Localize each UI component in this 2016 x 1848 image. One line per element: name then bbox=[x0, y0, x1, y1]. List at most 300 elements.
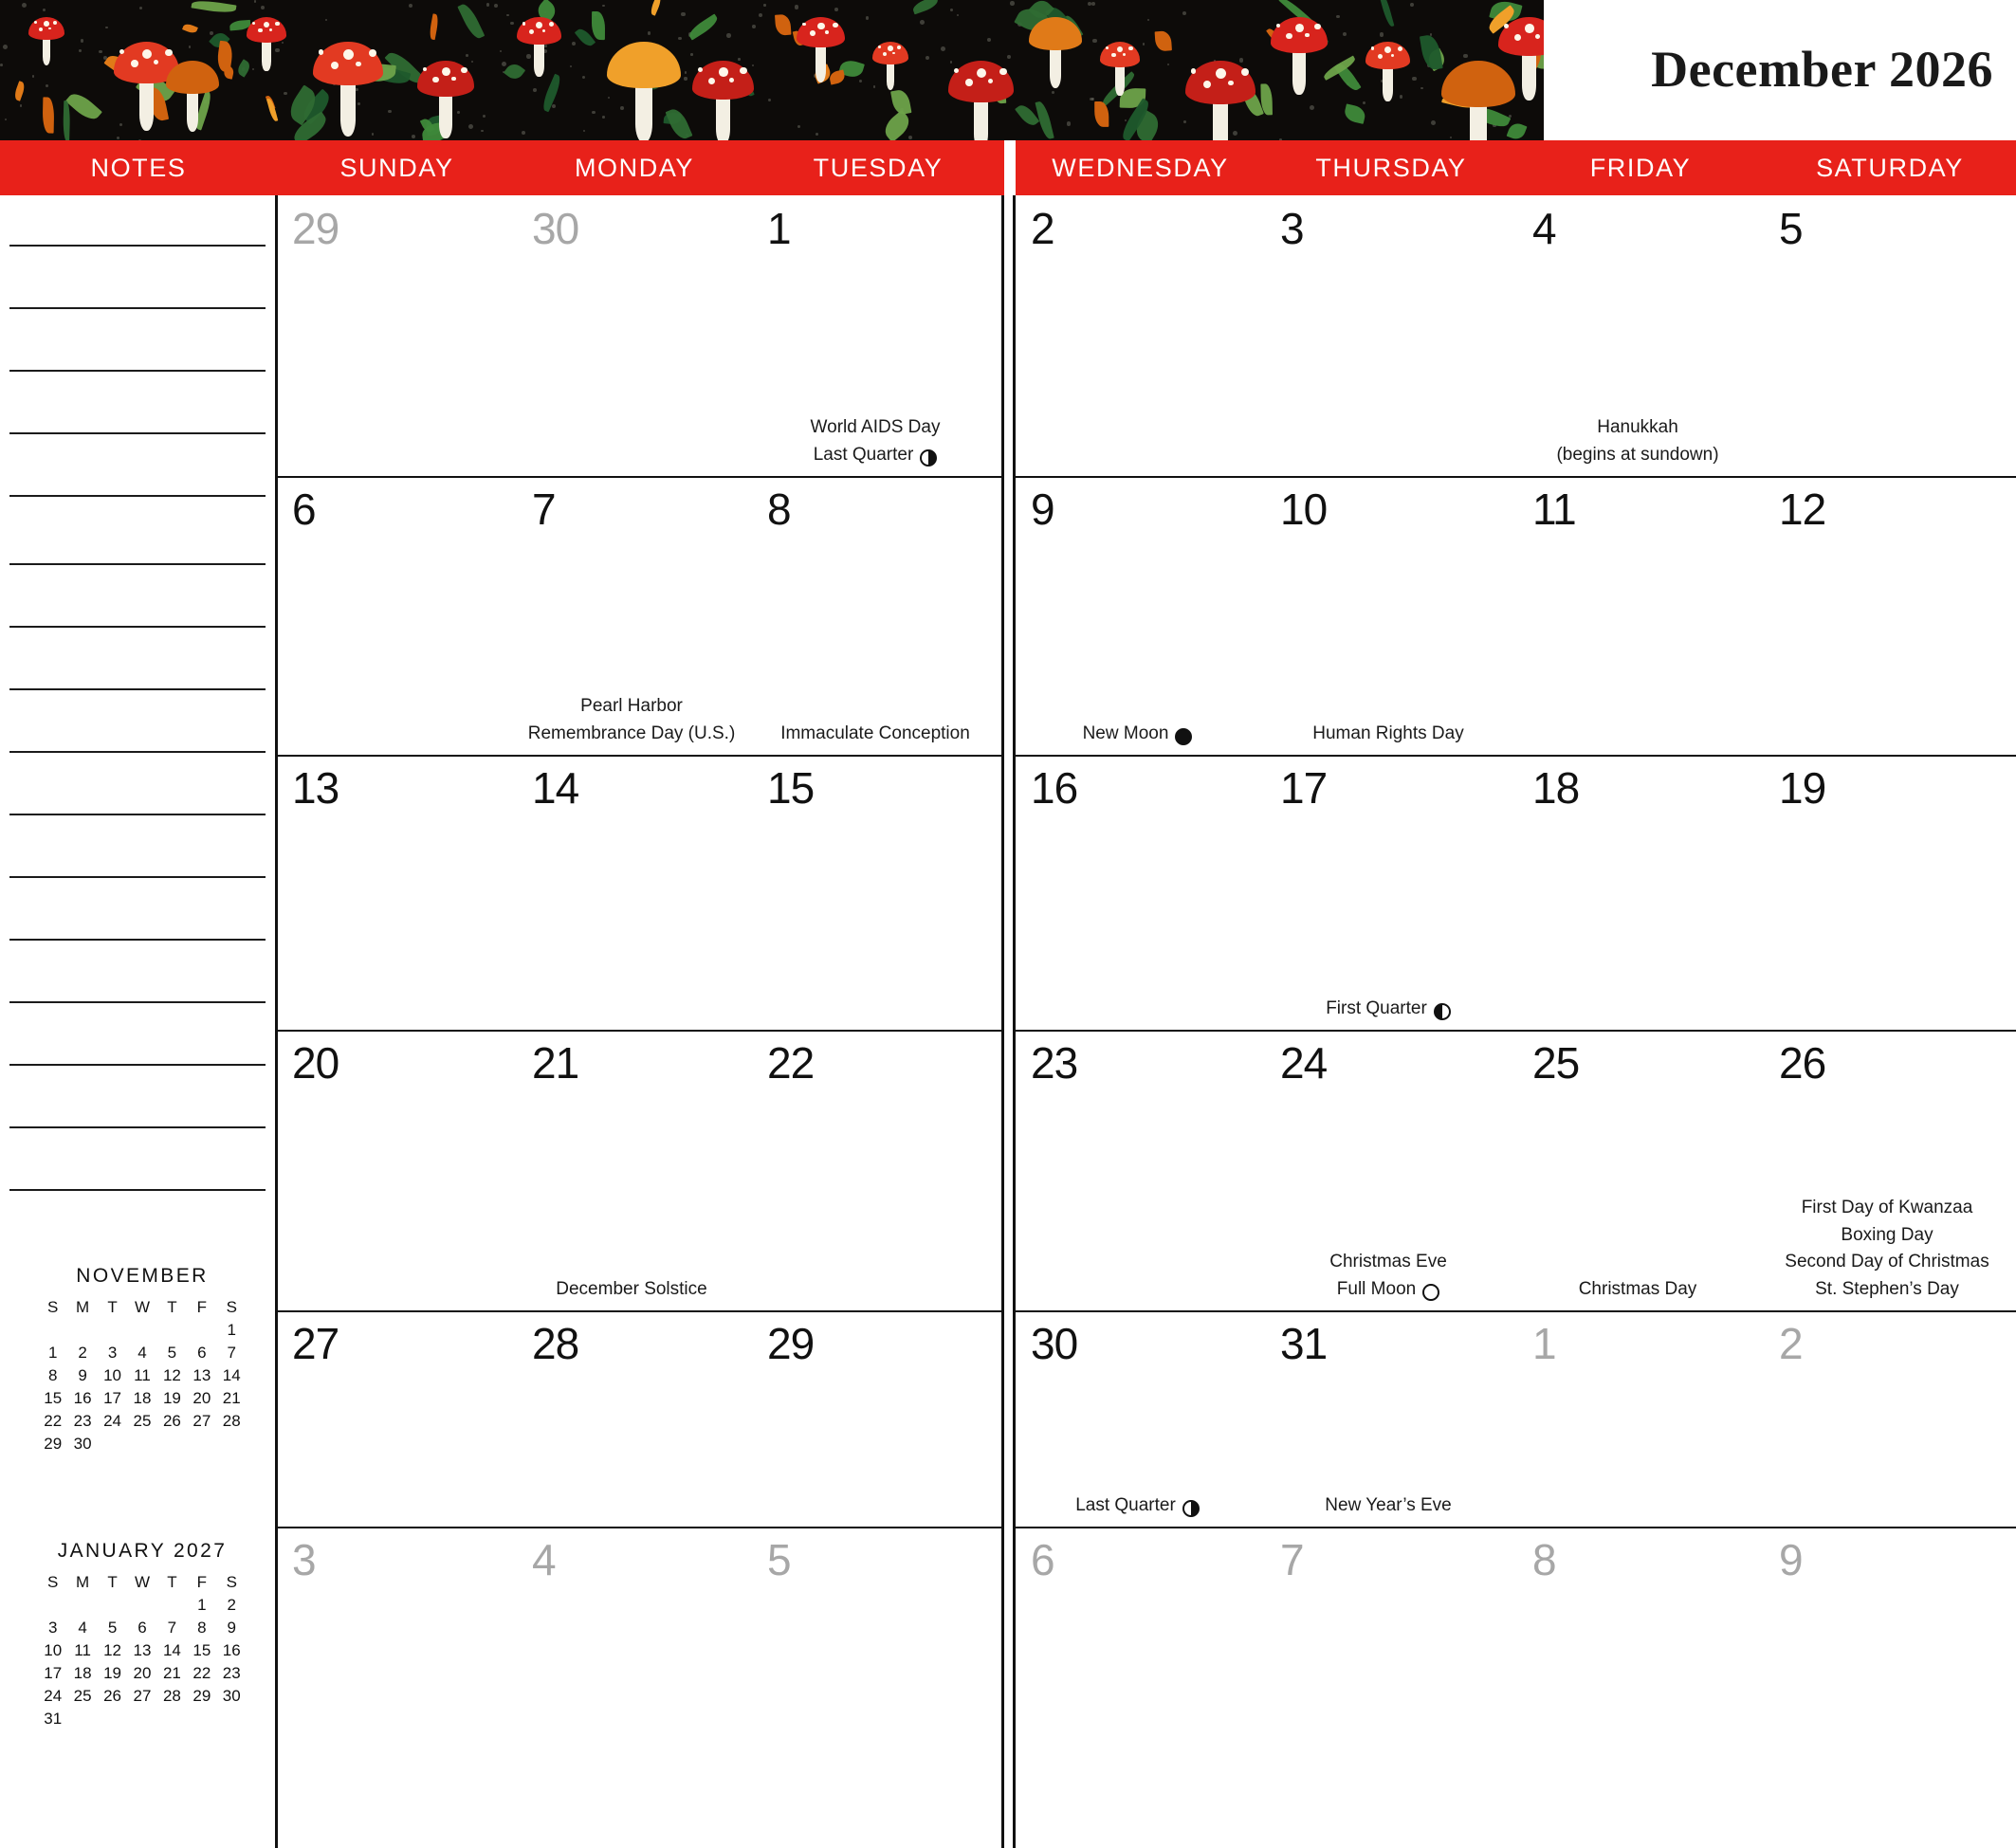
weekday-header-saturday: SATURDAY bbox=[1816, 154, 1964, 182]
mini-calendar-week bbox=[38, 1662, 247, 1685]
notes-line[interactable] bbox=[9, 876, 266, 878]
calendar-day-cell[interactable] bbox=[752, 476, 1004, 755]
day-number: 13 bbox=[292, 763, 339, 813]
mini-calendar-day: 23 bbox=[222, 1664, 241, 1682]
mini-calendar-day bbox=[187, 1319, 216, 1342]
day-events bbox=[1517, 1276, 1758, 1304]
mini-calendar-day: 26 bbox=[103, 1687, 122, 1705]
calendar-day-cell[interactable] bbox=[1016, 1030, 1265, 1310]
mini-calendar-day bbox=[98, 1433, 127, 1455]
banner-leaf bbox=[1343, 103, 1366, 124]
event-label: Full Moon bbox=[1336, 1278, 1417, 1299]
day-number: 6 bbox=[1031, 1535, 1054, 1584]
mini-calendar-day: 11 bbox=[74, 1641, 91, 1659]
day-events bbox=[1764, 1195, 2010, 1303]
day-number: 12 bbox=[1779, 485, 1826, 534]
banner-speck bbox=[1090, 98, 1093, 101]
calendar-day-cell[interactable] bbox=[1517, 755, 1764, 1030]
mini-calendar-day bbox=[127, 1433, 156, 1455]
mini-calendar-day: 8 bbox=[47, 1366, 58, 1384]
mini-calendar-day: 6 bbox=[137, 1619, 147, 1637]
day-number: 1 bbox=[1532, 1319, 1556, 1368]
moon-phase-event bbox=[1265, 1276, 1512, 1304]
holiday-event: Immaculate Conception bbox=[780, 723, 970, 743]
day-events bbox=[1265, 721, 1512, 748]
banner-speck bbox=[908, 136, 912, 139]
day-events bbox=[1016, 721, 1259, 748]
banner-speck bbox=[46, 84, 48, 87]
mini-calendar-week bbox=[38, 1364, 247, 1387]
calendar-day-cell[interactable] bbox=[1517, 1527, 1764, 1848]
day-number: 3 bbox=[1280, 204, 1304, 253]
calendar-day-cell[interactable] bbox=[517, 1030, 752, 1310]
mini-calendar-week bbox=[38, 1319, 247, 1342]
moon-last-icon bbox=[1182, 1500, 1200, 1517]
day-events bbox=[752, 721, 999, 748]
moon-phase-event bbox=[1265, 996, 1512, 1023]
calendar-day-cell[interactable] bbox=[1265, 195, 1517, 476]
banner-speck bbox=[3, 45, 8, 49]
banner-mushroom bbox=[948, 61, 1014, 140]
banner-leaf bbox=[43, 98, 54, 134]
banner-mushroom bbox=[607, 42, 681, 140]
notes-line[interactable] bbox=[9, 370, 266, 372]
moon-new-icon bbox=[1175, 728, 1192, 745]
banner-speck bbox=[926, 56, 930, 61]
mini-calendar-day: 28 bbox=[222, 1412, 241, 1430]
notes-line[interactable] bbox=[9, 751, 266, 753]
mini-calendar-day: 14 bbox=[162, 1641, 181, 1659]
calendar-day-cell[interactable] bbox=[517, 476, 752, 755]
mini-calendar-day: 22 bbox=[44, 1412, 63, 1430]
moon-phase-event bbox=[1016, 721, 1259, 748]
holiday-event: St. Stephen’s Day bbox=[1815, 1278, 1959, 1299]
mini-calendar-weekday: W bbox=[134, 1298, 150, 1316]
day-number: 7 bbox=[532, 485, 556, 534]
weekday-header-thursday: THURSDAY bbox=[1315, 154, 1467, 182]
banner-mushroom bbox=[872, 42, 908, 95]
mini-calendar-weekday: F bbox=[196, 1298, 208, 1316]
calendar-day-cell[interactable] bbox=[1764, 1310, 2016, 1527]
banner-speck bbox=[81, 39, 83, 42]
holiday-event: First Day of Kwanzaa bbox=[1801, 1198, 1973, 1217]
banner-speck bbox=[681, 12, 686, 17]
banner-speck bbox=[726, 33, 731, 38]
mini-calendar-day: 17 bbox=[103, 1389, 122, 1407]
day-number: 23 bbox=[1031, 1038, 1078, 1088]
mini-calendar-day bbox=[98, 1319, 127, 1342]
day-number: 16 bbox=[1031, 763, 1078, 813]
day-number: 28 bbox=[532, 1319, 579, 1368]
mini-calendar-day bbox=[67, 1319, 97, 1342]
notes-line[interactable] bbox=[9, 245, 266, 247]
calendar-day-cell[interactable] bbox=[517, 195, 752, 476]
calendar-day-cell[interactable] bbox=[1016, 195, 1265, 476]
banner-speck bbox=[325, 19, 327, 21]
banner-leaf bbox=[775, 14, 791, 36]
mini-calendar-title: JANUARY 2027 bbox=[57, 1540, 228, 1562]
mini-calendar-weekday: S bbox=[47, 1573, 59, 1591]
holiday-event: Hanukkah bbox=[1597, 417, 1678, 437]
banner-speck bbox=[1410, 3, 1414, 7]
notes-line[interactable] bbox=[9, 307, 266, 309]
banner-leaf bbox=[429, 13, 440, 40]
calendar-day-cell[interactable] bbox=[1517, 195, 1764, 476]
banner-speck bbox=[388, 110, 391, 113]
mini-calendar-weekday: T bbox=[107, 1298, 118, 1316]
banner-mushroom bbox=[166, 61, 219, 139]
banner-speck bbox=[494, 4, 498, 8]
mini-calendar-day: 15 bbox=[192, 1641, 211, 1659]
day-number: 5 bbox=[767, 1535, 791, 1584]
banner-speck bbox=[79, 49, 82, 52]
banner-mushroom bbox=[313, 42, 383, 140]
calendar-day-cell[interactable] bbox=[1016, 755, 1265, 1030]
day-events bbox=[1265, 1249, 1512, 1303]
banner-leaf bbox=[65, 89, 102, 124]
day-number: 25 bbox=[1532, 1038, 1580, 1088]
mini-calendar-weekday: T bbox=[167, 1573, 177, 1591]
mini-calendar-day: 27 bbox=[192, 1412, 211, 1430]
calendar-day-cell[interactable] bbox=[1016, 476, 1265, 755]
banner-mushroom bbox=[1185, 61, 1255, 140]
mini-calendar-day: 9 bbox=[227, 1619, 236, 1637]
banner-speck bbox=[752, 25, 756, 28]
day-number: 8 bbox=[1532, 1535, 1556, 1584]
banner-speck bbox=[866, 16, 869, 19]
weekday-header-bar bbox=[0, 140, 2016, 195]
banner-speck bbox=[99, 50, 101, 53]
mini-calendar-day bbox=[127, 1594, 156, 1617]
banner-speck bbox=[5, 119, 8, 121]
mini-calendar-day: 23 bbox=[73, 1412, 92, 1430]
mini-calendar-day: 5 bbox=[107, 1619, 118, 1637]
holiday-event: Christmas Eve bbox=[1329, 1252, 1447, 1272]
mini-calendar-title: NOVEMBER bbox=[76, 1265, 209, 1287]
mini-calendar-week bbox=[38, 1433, 247, 1455]
header-gutter bbox=[1004, 140, 1016, 195]
banner-speck bbox=[1091, 2, 1095, 6]
day-number: 17 bbox=[1280, 763, 1328, 813]
notes-line[interactable] bbox=[9, 1001, 266, 1003]
mini-calendar-day: 29 bbox=[44, 1435, 63, 1453]
mini-calendar-day: 18 bbox=[133, 1389, 152, 1407]
banner-speck bbox=[834, 8, 838, 11]
calendar-day-cell[interactable] bbox=[277, 755, 517, 1030]
event-label: Last Quarter bbox=[813, 444, 914, 465]
calendar-grid bbox=[0, 195, 2016, 1848]
calendar-day-cell[interactable] bbox=[1517, 476, 1764, 755]
day-events bbox=[517, 1276, 746, 1304]
banner-speck bbox=[1007, 55, 1011, 59]
mini-calendar-day: 3 bbox=[107, 1344, 118, 1362]
mini-calendar-week bbox=[38, 1594, 247, 1617]
mini-calendar-day: 1 bbox=[47, 1344, 58, 1362]
mini-calendar-day: 20 bbox=[192, 1389, 211, 1407]
calendar-day-cell[interactable] bbox=[517, 1310, 752, 1527]
banner-leaf bbox=[687, 13, 721, 40]
banner-speck bbox=[602, 116, 604, 118]
calendar-day-cell[interactable] bbox=[752, 755, 1004, 1030]
banner-leaf bbox=[63, 101, 71, 140]
mini-calendar-week bbox=[38, 1685, 247, 1708]
banner-leaf bbox=[1154, 31, 1171, 52]
banner-leaf bbox=[458, 2, 486, 41]
day-events bbox=[1517, 414, 1758, 468]
mini-calendar-weekday: M bbox=[76, 1573, 90, 1591]
weekday-header-wednesday: WEDNESDAY bbox=[1052, 154, 1229, 182]
holiday-event: Christmas Day bbox=[1578, 1278, 1697, 1299]
calendar-day-cell[interactable] bbox=[752, 1527, 1004, 1848]
banner-mushroom bbox=[1498, 17, 1544, 108]
day-number: 19 bbox=[1779, 763, 1826, 813]
mini-calendar-day bbox=[127, 1319, 156, 1342]
day-number: 2 bbox=[1779, 1319, 1803, 1368]
mini-calendar-day: 17 bbox=[44, 1664, 63, 1682]
mini-calendar-day: 19 bbox=[103, 1664, 122, 1682]
mini-calendar-week bbox=[38, 1387, 247, 1410]
notes-line[interactable] bbox=[9, 688, 266, 690]
mini-calendar-weekday: W bbox=[134, 1573, 150, 1591]
banner-mushroom bbox=[1271, 17, 1328, 101]
calendar-day-cell[interactable] bbox=[752, 195, 1004, 476]
mini-calendar-day bbox=[67, 1708, 97, 1730]
day-number: 2 bbox=[1031, 204, 1054, 253]
banner-speck bbox=[690, 53, 692, 55]
banner-speck bbox=[684, 77, 687, 80]
calendar-day-cell[interactable] bbox=[1265, 755, 1517, 1030]
mini-calendar-day bbox=[187, 1708, 216, 1730]
banner-leaf bbox=[182, 22, 198, 34]
moon-phase-event bbox=[1016, 1492, 1259, 1520]
mini-calendar-day: 19 bbox=[162, 1389, 181, 1407]
day-number: 31 bbox=[1280, 1319, 1328, 1368]
banner-speck bbox=[759, 13, 762, 17]
banner-speck bbox=[572, 42, 576, 46]
page-header bbox=[0, 0, 2016, 140]
mini-calendar-day: 22 bbox=[192, 1664, 211, 1682]
day-number: 24 bbox=[1280, 1038, 1328, 1088]
moon-phase-event bbox=[752, 442, 999, 469]
notes-column[interactable] bbox=[0, 195, 277, 1848]
banner-speck bbox=[1310, 105, 1314, 110]
notes-line[interactable] bbox=[9, 626, 266, 628]
mini-calendar-day: 1 bbox=[197, 1596, 207, 1614]
mini-calendar-weekday: M bbox=[76, 1298, 90, 1316]
banner-speck bbox=[210, 31, 213, 35]
calendar-day-cell[interactable] bbox=[1265, 1310, 1517, 1527]
day-number: 11 bbox=[1532, 485, 1576, 534]
calendar-day-cell[interactable] bbox=[1517, 1310, 1764, 1527]
mini-calendar-weekday: S bbox=[226, 1573, 237, 1591]
banner-mushroom bbox=[692, 61, 754, 140]
banner-leaf bbox=[1420, 34, 1442, 72]
day-number: 9 bbox=[1031, 485, 1054, 534]
event-label: First Quarter bbox=[1326, 997, 1427, 1018]
calendar-day-cell[interactable] bbox=[1764, 755, 2016, 1030]
calendar-day-cell[interactable] bbox=[277, 195, 517, 476]
banner-speck bbox=[570, 65, 572, 67]
banner-speck bbox=[502, 62, 506, 66]
mini-calendar-day: 16 bbox=[222, 1641, 241, 1659]
mini-calendar-day: 5 bbox=[167, 1344, 177, 1362]
calendar-day-cell[interactable] bbox=[517, 1527, 752, 1848]
calendar-day-cell[interactable] bbox=[1265, 1527, 1517, 1848]
calendar-day-cell[interactable] bbox=[1016, 1310, 1265, 1527]
notes-line[interactable] bbox=[9, 563, 266, 565]
mini-calendar-week bbox=[38, 1708, 247, 1730]
day-number: 27 bbox=[292, 1319, 339, 1368]
banner-speck bbox=[1092, 39, 1096, 43]
mini-calendar-november bbox=[28, 1265, 256, 1455]
mini-calendar-day bbox=[157, 1319, 187, 1342]
mini-calendar-day: 4 bbox=[137, 1344, 147, 1362]
banner-speck bbox=[1420, 87, 1422, 89]
calendar-day-cell[interactable] bbox=[752, 1310, 1004, 1527]
banner-speck bbox=[592, 111, 595, 114]
banner-speck bbox=[43, 9, 46, 11]
banner-speck bbox=[466, 54, 468, 57]
calendar-day-cell[interactable] bbox=[1265, 1030, 1517, 1310]
calendar-day-cell[interactable] bbox=[752, 1030, 1004, 1310]
day-number: 6 bbox=[292, 485, 316, 534]
mini-calendar-day: 2 bbox=[227, 1596, 236, 1614]
banner-speck bbox=[139, 7, 142, 9]
notes-line[interactable] bbox=[9, 1126, 266, 1128]
calendar-day-cell[interactable] bbox=[1016, 1527, 1265, 1848]
banner-speck bbox=[1343, 32, 1347, 36]
mini-calendar-day: 6 bbox=[197, 1344, 207, 1362]
mini-calendar-day bbox=[98, 1708, 127, 1730]
banner-speck bbox=[510, 22, 514, 26]
mini-calendar-day bbox=[38, 1319, 67, 1342]
day-number: 30 bbox=[532, 204, 579, 253]
day-events bbox=[752, 414, 999, 468]
mini-calendar-day: 14 bbox=[222, 1366, 241, 1384]
day-number: 1 bbox=[767, 204, 791, 253]
notes-line[interactable] bbox=[9, 1064, 266, 1066]
mini-calendar-weekday: S bbox=[226, 1298, 237, 1316]
banner-speck bbox=[483, 115, 486, 118]
mini-calendar-weekday: T bbox=[167, 1298, 177, 1316]
day-events bbox=[1265, 996, 1512, 1023]
mini-calendar-day: 10 bbox=[44, 1641, 63, 1659]
mini-calendar-day: 20 bbox=[133, 1664, 152, 1682]
weekday-header-tuesday: TUESDAY bbox=[813, 154, 944, 182]
calendar-day-cell[interactable] bbox=[1764, 476, 2016, 755]
mini-calendar-day: 29 bbox=[192, 1687, 211, 1705]
mini-calendar-day: 10 bbox=[103, 1366, 122, 1384]
day-events bbox=[517, 693, 746, 747]
banner-speck bbox=[1182, 11, 1186, 15]
calendar-day-cell[interactable] bbox=[277, 476, 517, 755]
holiday-event: Boxing Day bbox=[1841, 1224, 1934, 1245]
calendar-day-cell[interactable] bbox=[277, 1310, 517, 1527]
notes-line[interactable] bbox=[9, 495, 266, 497]
calendar-day-cell[interactable] bbox=[1764, 1527, 2016, 1848]
banner-mushroom bbox=[417, 61, 474, 140]
day-number: 15 bbox=[767, 763, 815, 813]
mini-calendar-day: 9 bbox=[78, 1366, 87, 1384]
banner-speck bbox=[254, 0, 256, 2]
banner-speck bbox=[768, 99, 771, 101]
day-events bbox=[1016, 1492, 1259, 1520]
mini-calendar-week bbox=[38, 1410, 247, 1433]
calendar-day-cell[interactable] bbox=[1764, 195, 2016, 476]
banner-leaf bbox=[592, 11, 605, 40]
banner-speck bbox=[1431, 120, 1436, 125]
banner-speck bbox=[533, 88, 537, 92]
calendar-day-cell[interactable] bbox=[277, 1527, 517, 1848]
banner-speck bbox=[1463, 54, 1468, 59]
holiday-event: Remembrance Day (U.S.) bbox=[527, 723, 736, 743]
banner-speck bbox=[412, 135, 415, 138]
calendar-day-cell[interactable] bbox=[1265, 476, 1517, 755]
calendar-day-cell[interactable] bbox=[1764, 1030, 2016, 1310]
mini-calendar-day: 21 bbox=[222, 1389, 241, 1407]
banner-speck bbox=[0, 64, 3, 66]
mini-calendar-day: 24 bbox=[103, 1412, 122, 1430]
notes-line[interactable] bbox=[9, 939, 266, 941]
mini-calendar-day: 4 bbox=[78, 1619, 87, 1637]
calendar-day-cell[interactable] bbox=[517, 755, 752, 1030]
banner-leaf bbox=[223, 65, 235, 79]
banner-speck bbox=[189, 46, 192, 48]
day-number: 26 bbox=[1779, 1038, 1826, 1088]
banner-speck bbox=[987, 38, 991, 42]
calendar-day-cell[interactable] bbox=[1517, 1030, 1764, 1310]
event-label: New Moon bbox=[1082, 723, 1169, 743]
banner-speck bbox=[795, 5, 799, 9]
holiday-event: (begins at sundown) bbox=[1556, 444, 1719, 465]
day-number: 29 bbox=[767, 1319, 815, 1368]
banner-speck bbox=[486, 3, 490, 7]
banner-speck bbox=[1147, 19, 1150, 22]
mushroom-banner-artwork bbox=[0, 0, 1544, 140]
holiday-event: Second Day of Christmas bbox=[1785, 1252, 1989, 1272]
banner-speck bbox=[552, 104, 556, 108]
banner-speck bbox=[261, 6, 265, 9]
notes-line[interactable] bbox=[9, 432, 266, 434]
day-number: 3 bbox=[292, 1535, 316, 1584]
banner-speck bbox=[409, 4, 413, 9]
banner-speck bbox=[763, 4, 765, 6]
moon-first-icon bbox=[1434, 1003, 1451, 1020]
calendar-day-cell[interactable] bbox=[277, 1030, 517, 1310]
mini-calendar-day: 25 bbox=[133, 1412, 152, 1430]
notes-line[interactable] bbox=[9, 814, 266, 815]
day-number: 4 bbox=[1532, 204, 1556, 253]
mini-calendar-day bbox=[157, 1594, 187, 1617]
banner-leaf bbox=[911, 0, 940, 15]
banner-leaf bbox=[650, 0, 664, 15]
day-number: 22 bbox=[767, 1038, 815, 1088]
day-number: 10 bbox=[1280, 485, 1328, 534]
banner-speck bbox=[583, 130, 585, 132]
day-number: 5 bbox=[1779, 204, 1803, 253]
mini-calendar-day: 18 bbox=[73, 1664, 92, 1682]
event-label: Last Quarter bbox=[1075, 1494, 1176, 1515]
day-number: 29 bbox=[292, 204, 339, 253]
notes-line[interactable] bbox=[9, 1189, 266, 1191]
mini-calendar-week bbox=[38, 1617, 247, 1639]
banner-speck bbox=[950, 9, 953, 11]
day-number: 20 bbox=[292, 1038, 339, 1088]
mini-calendar-day: 25 bbox=[73, 1687, 92, 1705]
mini-calendar-day: 15 bbox=[44, 1389, 63, 1407]
banner-mushroom bbox=[517, 17, 561, 82]
mini-calendar-day: 30 bbox=[222, 1687, 241, 1705]
